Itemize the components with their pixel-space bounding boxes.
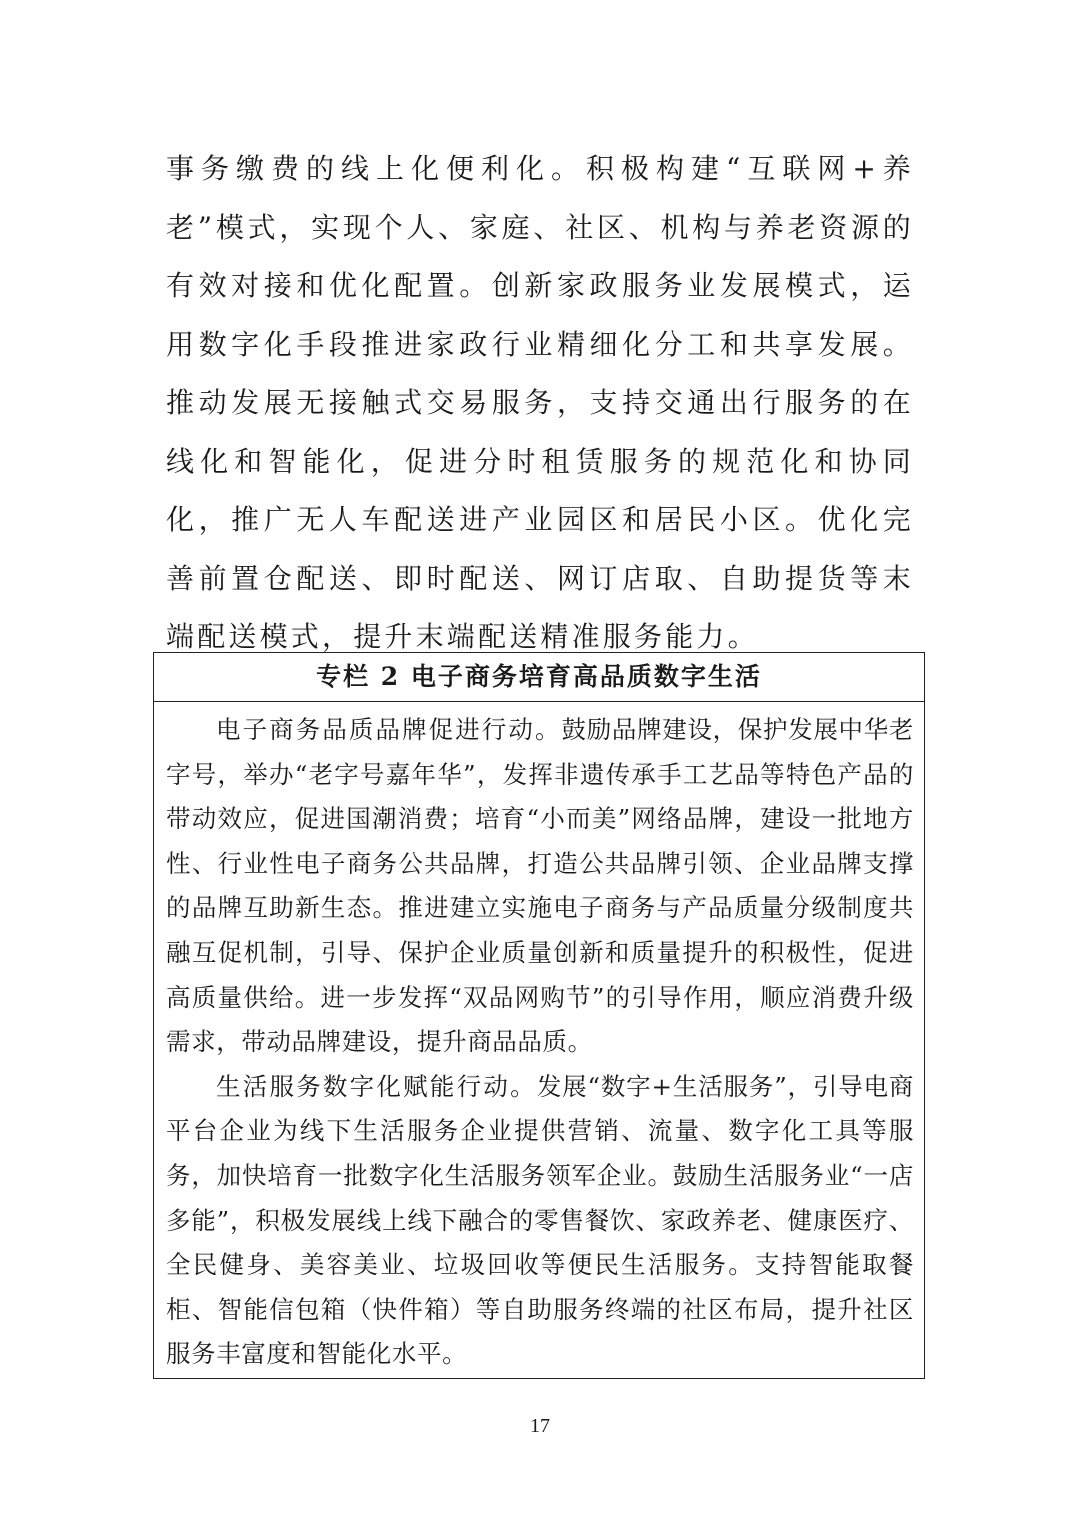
paragraph-lead: 生活服务数字化赋能行动。	[216, 1071, 537, 1101]
paragraph-lead: 电子商务品质品牌促进行动。	[216, 715, 562, 744]
main-paragraph: 事务缴费的线上化便利化。积极构建“互联网+养老”模式，实现个人、家庭、社区、机构与养老资源的有效对接和优化配置。创新家政服务业发展模式，运用数字化手段推进家政行业精细化分工和共享发展。推动发展无接触式交易服务，支持交通出行服务的在线化和智能化，促进分时租赁服务的规范化和协同化，推广无人车配送进产业园区和居民小区。优化完善前置仓配送、即时配送、网订店取、自助提货等末端配送模式，提升末端配送精准服务能力。	[166, 152, 914, 653]
paragraph-text: 鼓励品牌建设，保护发展中华老字号，举办“老字号嘉年华”，发挥非遗传承手工艺品等特色产品的带动效应，促进国潮消费；培育“小而美”网络品牌，建设一批地方性、行业性电子商务公共品牌，打造公共品牌引领、企业品牌支撑的品牌互助新生态。推进建立实施电子商务与产品质量分级制度共融互促机制，引导、保护企业质量创新和质量提升的积极性，促进高质量供给。进一步发挥“双品网购节”的引导作用，顺应消费升级需求，带动品牌建设，提升商品品质。	[166, 715, 914, 1057]
column-paragraph	[166, 708, 914, 1065]
column-box	[153, 652, 925, 1379]
column-body	[154, 708, 924, 1377]
column-title: 专栏 2 电子商务培育高品质数字生活	[154, 653, 924, 702]
page-number: 17	[530, 1415, 550, 1437]
paragraph-text: 发展“数字+生活服务”，引导电商平台企业为线下生活服务企业提供营销、流量、数字化工具等服务，加快培育一批数字化生活服务领军企业。鼓励生活服务业“一店多能”，积极发展线上线下融合的零售餐饮、家政养老、健康医疗、全民健身、美容美业、垃圾回收等便民生活服务。支持智能取餐柜、智能信包箱（快件箱）等自助服务终端的社区布局，提升社区服务丰富度和智能化水平。	[166, 1071, 914, 1369]
column-paragraph	[166, 1065, 914, 1377]
